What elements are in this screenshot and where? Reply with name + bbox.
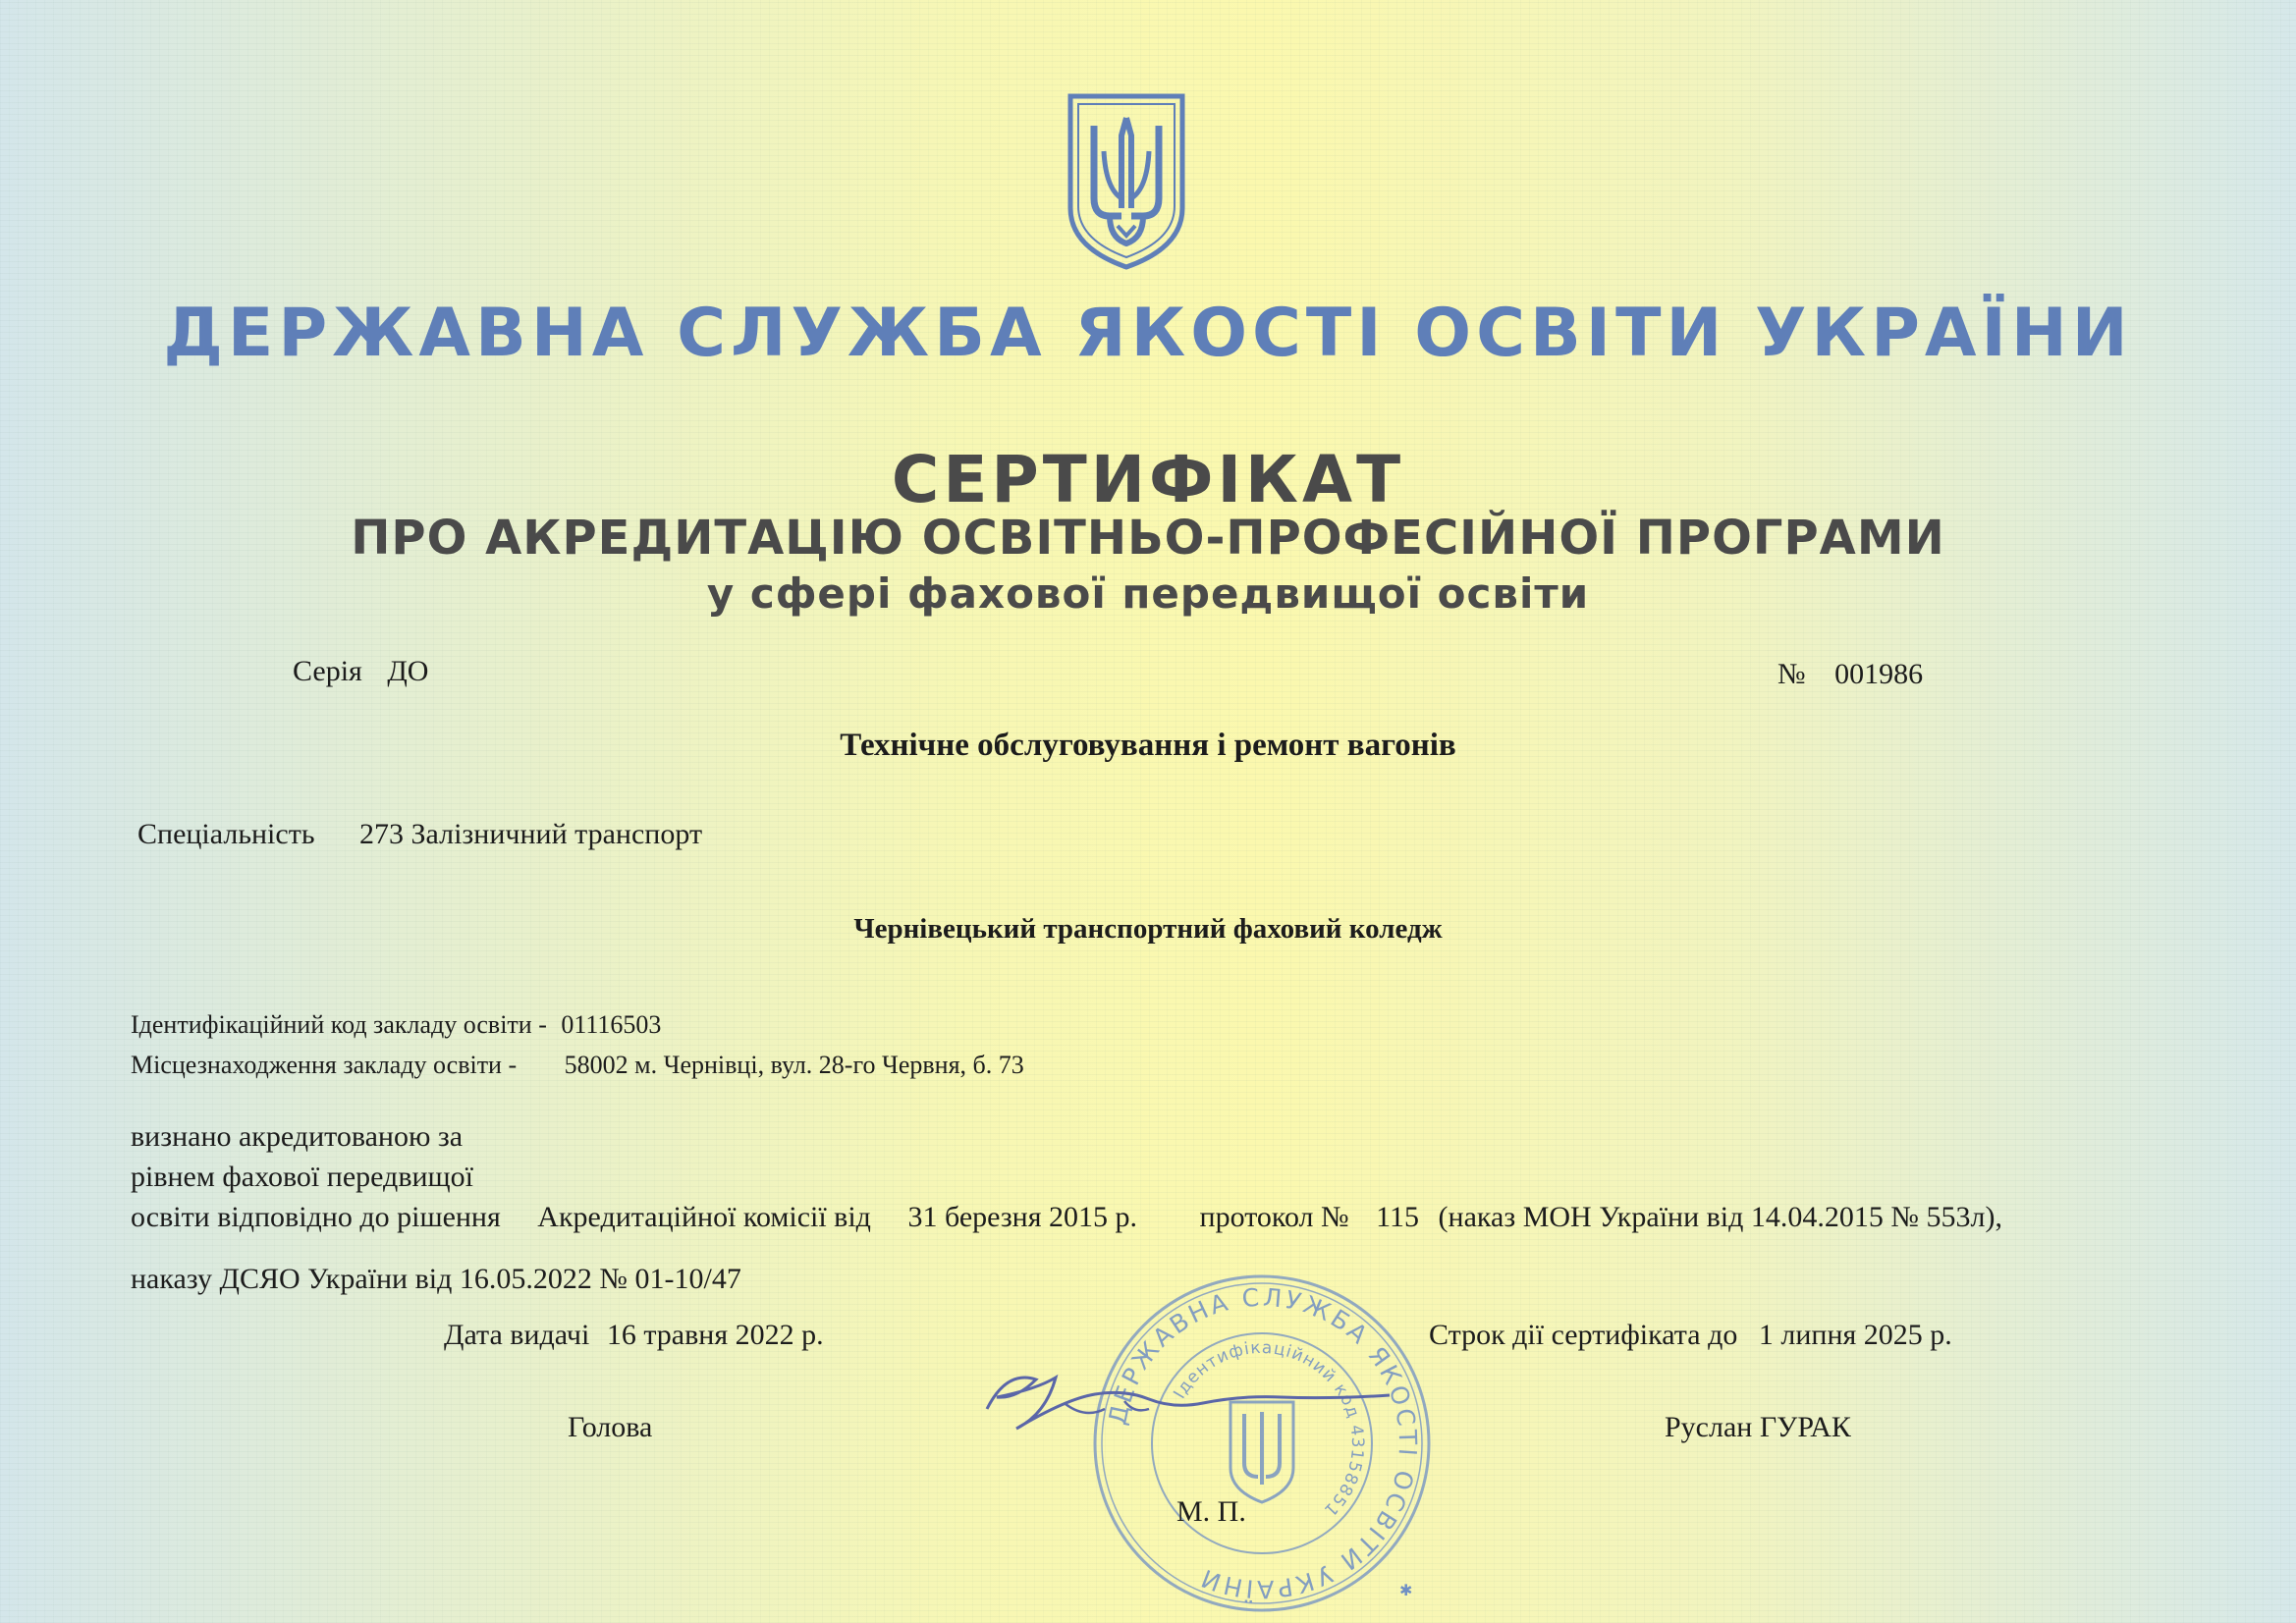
specialty-row	[137, 818, 702, 851]
commission-date: 31 березня 2015 р.	[907, 1201, 1138, 1233]
location-label: Місцезнаходження закладу освіти -	[131, 1051, 518, 1079]
validity-label: Строк дії сертифіката до	[1429, 1319, 1738, 1351]
dsyao-order: наказу ДСЯО України від 16.05.2022 № 01-10/47	[131, 1263, 741, 1295]
ident-code-value: 01116503	[561, 1010, 662, 1039]
mon-order: (наказ МОН України від 14.04.2015 № 553л),	[1438, 1201, 2002, 1233]
accreditation-basis: освіти відповідно до рішення	[131, 1201, 501, 1233]
signatory-name: Руслан ГУРАК	[1665, 1411, 1851, 1443]
location-value: 58002 м. Чернівці, вул. 28-го Червня, б. 73	[564, 1051, 1024, 1079]
certificate-subtitle-scope: у сфері фахової передвищої освіти	[706, 569, 1590, 618]
seal-star-icon: ✱	[1399, 1583, 1413, 1599]
institution-name: Чернівецький транспортний фаховий коледж	[853, 913, 1443, 945]
number-value: 001986	[1834, 658, 1924, 690]
location-row	[131, 1051, 1024, 1080]
series-value: ДО	[387, 655, 429, 687]
commission-label: Акредитаційної комісії від	[537, 1201, 871, 1233]
handwritten-signature	[977, 1360, 1429, 1438]
agency-title: ДЕРЖАВНА СЛУЖБА ЯКОСТІ ОСВІТИ УКРАЇНИ	[163, 295, 2133, 372]
seal-ring-text: ДЕРЖАВНА СЛУЖБА ЯКОСТІ ОСВІТИ УКРАЇНИ	[1103, 1282, 1423, 1604]
issue-date-value: 16 травня 2022 р.	[606, 1319, 824, 1351]
accreditation-line-2: рівнем фахової передвищої	[131, 1161, 473, 1193]
series-label: Серія	[293, 655, 362, 687]
trident-emblem-icon	[1063, 90, 1190, 272]
ident-code-row	[131, 1010, 661, 1040]
validity-value: 1 липня 2025 р.	[1758, 1319, 1952, 1351]
ident-code-label: Ідентифікаційний код закладу освіти -	[131, 1010, 547, 1039]
signatory-position: Голова	[568, 1411, 653, 1443]
validity-row	[1429, 1319, 1952, 1352]
accreditation-line-1: визнано акредитованою за	[131, 1120, 464, 1153]
accreditation-line-3	[131, 1201, 2002, 1234]
official-seal	[1085, 1267, 1439, 1620]
issue-date-row	[444, 1319, 824, 1352]
program-name: Технічне обслуговування і ремонт вагонів	[840, 728, 1456, 763]
specialty-value: 273 Залізничний транспорт	[359, 818, 703, 850]
series-row	[293, 655, 428, 688]
number-label: №	[1777, 658, 1806, 690]
specialty-label: Спеціальність	[137, 818, 315, 850]
certificate-title: СЕРТИФІКАТ	[891, 442, 1405, 517]
seal-place-mark: М. П.	[1176, 1495, 1246, 1528]
issue-date-label: Дата видачі	[444, 1319, 590, 1351]
protocol-number: 115	[1376, 1201, 1420, 1233]
seal-inner-text: Ідентифікаційний код 43158851	[1170, 1337, 1368, 1521]
certificate-subtitle: ПРО АКРЕДИТАЦІЮ ОСВІТНЬО-ПРОФЕСІЙНОЇ ПРОГРАМИ	[351, 511, 1945, 566]
number-row	[1777, 658, 1923, 691]
protocol-label: протокол №	[1199, 1201, 1349, 1233]
